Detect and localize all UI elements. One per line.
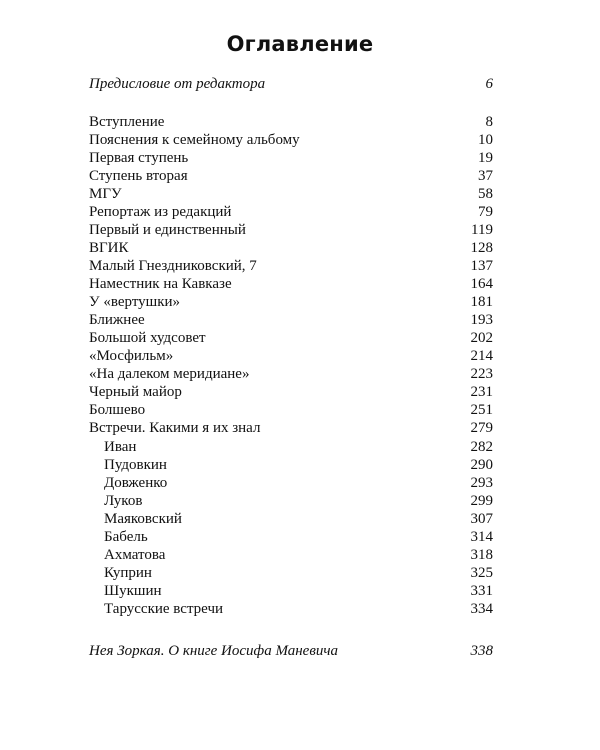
toc-entry-title: Черный майор — [89, 384, 182, 400]
toc-entry-page: 8 — [485, 114, 493, 130]
toc-entry-title: Вступление — [89, 114, 165, 130]
toc-entry — [89, 293, 493, 311]
toc-entry-title: Встречи. Какими я их знал — [89, 420, 261, 436]
toc-entry-page: 214 — [470, 348, 493, 364]
toc-subentry — [89, 456, 493, 474]
toc-entry — [89, 329, 493, 347]
toc-subentry — [89, 492, 493, 510]
toc-entry-page: 318 — [470, 547, 493, 563]
toc-entry-page: 223 — [470, 366, 493, 382]
toc-entry-page: 37 — [478, 168, 493, 184]
toc-entry-page: 290 — [470, 457, 493, 473]
toc-entry-title: Болшево — [89, 402, 146, 418]
toc-subentry — [89, 600, 493, 618]
toc-subentry — [89, 582, 493, 600]
toc-entry-page: 181 — [470, 294, 493, 310]
toc-entry-title: ВГИК — [89, 240, 129, 256]
toc-entry-title: Тарусские встречи — [104, 601, 224, 617]
toc-entry-title: Луков — [104, 493, 143, 509]
toc-entry-page: 19 — [478, 150, 493, 166]
toc-entry-title: Маяковский — [104, 511, 182, 527]
toc-entry — [89, 275, 493, 293]
toc-entry-title: Предисловие от редактора — [89, 76, 266, 92]
toc-entry — [89, 113, 493, 131]
toc-entry — [89, 365, 493, 383]
toc-entry — [89, 185, 493, 203]
toc-entry — [89, 167, 493, 185]
toc-entry — [89, 257, 493, 275]
toc-entry-page: 279 — [470, 420, 493, 436]
toc-entry-title: Первая ступень — [89, 150, 189, 166]
toc-entry — [89, 203, 493, 221]
toc-entry-page: 58 — [478, 186, 493, 202]
toc-entry-title: «На далеком меридиане» — [89, 366, 250, 382]
toc-entry-title: «Мосфильм» — [89, 348, 174, 364]
toc-entry — [89, 419, 493, 437]
toc-entry-page: 202 — [470, 330, 493, 346]
toc-entry-title: Бабель — [104, 529, 148, 545]
toc-subentry — [89, 510, 493, 528]
toc-entry-page: 314 — [470, 529, 493, 545]
toc-entry-page: 137 — [470, 258, 493, 274]
toc-entry-title: Иван — [104, 439, 137, 455]
toc-entry-title: Первый и единственный — [89, 222, 246, 238]
toc-entry-page: 338 — [470, 643, 493, 659]
toc-entry-afterword — [89, 642, 493, 660]
toc-entry — [89, 383, 493, 401]
toc-entry-page: 293 — [470, 475, 493, 491]
toc-entry-page: 282 — [470, 439, 493, 455]
toc-entry-title: Довженко — [104, 475, 168, 491]
page-title: Оглавление — [226, 32, 374, 56]
toc-entry-title: У «вертушки» — [89, 294, 181, 310]
toc-entry-preface — [89, 75, 493, 93]
toc-entry-title: Малый Гнездниковский, 7 — [89, 258, 257, 274]
toc-entry-title: Ступень вторая — [89, 168, 188, 184]
toc-entry-title: МГУ — [89, 186, 122, 202]
toc-entry-title: Ближнее — [89, 312, 145, 328]
toc-entry-title: Пудовкин — [104, 457, 167, 473]
toc-entry-page: 251 — [470, 402, 493, 418]
toc-entry — [89, 311, 493, 329]
toc-entry-page: 299 — [470, 493, 493, 509]
toc-entry-page: 325 — [470, 565, 493, 581]
toc-entry-page: 334 — [470, 601, 493, 617]
toc-entry-page: 128 — [470, 240, 493, 256]
toc-entry-title: Большой худсовет — [89, 330, 206, 346]
toc-subentry — [89, 546, 493, 564]
toc-entry-title: Пояснения к семейному альбому — [89, 132, 300, 148]
toc-entry-page: 10 — [478, 132, 493, 148]
toc-entry — [89, 347, 493, 365]
toc-entry-page: 193 — [470, 312, 493, 328]
toc-entry-title: Нея Зоркая. О книге Иосифа Маневича — [89, 643, 338, 659]
toc-entry-page: 164 — [470, 276, 493, 292]
toc-entry-page: 6 — [485, 76, 493, 92]
toc-entry-page: 79 — [478, 204, 493, 220]
toc-subentry — [89, 474, 493, 492]
toc-subentry — [89, 528, 493, 546]
toc-entry-page: 307 — [470, 511, 493, 527]
toc-entry-title: Шукшин — [104, 583, 162, 599]
toc-entry-page: 331 — [470, 583, 493, 599]
toc-entry — [89, 131, 493, 149]
toc-entry — [89, 221, 493, 239]
toc-entry — [89, 149, 493, 167]
toc-entry-page: 119 — [471, 222, 493, 238]
toc-subentry — [89, 564, 493, 582]
toc-entry-title: Ахматова — [104, 547, 166, 563]
toc-entry — [89, 239, 493, 257]
toc-entry-page: 231 — [470, 384, 493, 400]
toc-entry-title: Репортаж из редакций — [89, 204, 232, 220]
toc-entry-title: Куприн — [104, 565, 152, 581]
toc-subentry — [89, 438, 493, 456]
toc-entry — [89, 401, 493, 419]
toc-entry-title: Наместник на Кавказе — [89, 276, 232, 292]
